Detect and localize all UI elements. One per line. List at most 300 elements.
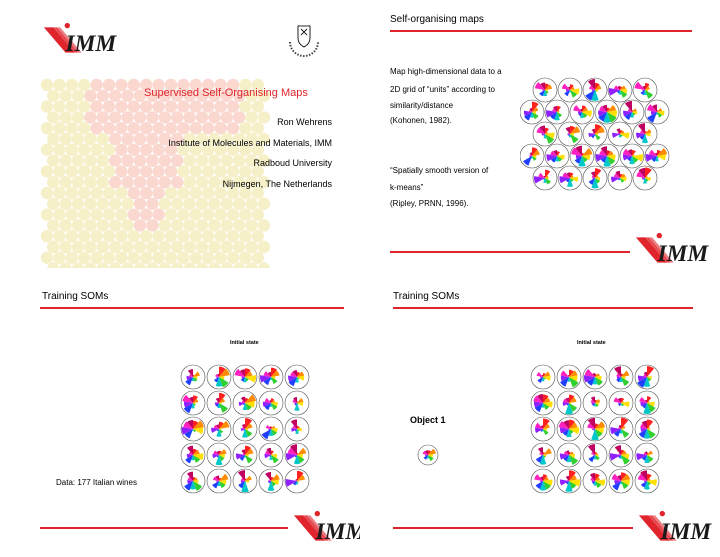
hex-cell: [66, 79, 78, 91]
hex-cell: [196, 241, 208, 253]
hex-cell: [41, 165, 53, 177]
panel-title: Initial state: [230, 340, 259, 346]
hex-cell: [214, 122, 226, 134]
som-unit-glyph: [545, 144, 569, 168]
slide-training-1: [0, 279, 367, 557]
intro-line-2: 2D grid of “units” according to: [390, 85, 495, 94]
hex-cell: [239, 122, 251, 134]
hex-cell: [165, 252, 177, 264]
hex-cell: [47, 176, 59, 188]
footer-rule: [40, 527, 288, 529]
hex-cell: [121, 154, 133, 166]
som-unit-glyph: [620, 100, 644, 124]
intro-line-4: (Kohonen, 1982).: [390, 116, 452, 125]
hex-cell: [202, 100, 214, 112]
hex-cell: [53, 144, 65, 156]
hex-cell: [227, 252, 239, 264]
hex-cell: [214, 230, 226, 242]
hex-cell: [115, 252, 127, 264]
som-unit-glyph: [207, 469, 231, 493]
som-unit-glyph: [285, 391, 309, 415]
hex-cell: [183, 111, 195, 123]
hex-cell: [134, 176, 146, 188]
hex-cell: [183, 198, 195, 210]
hex-cell: [252, 100, 264, 112]
slide-som-intro: [360, 0, 720, 278]
som-unit-glyph: [259, 469, 283, 493]
som-unit-glyph: [533, 78, 557, 102]
hex-cell: [103, 187, 115, 199]
som-unit-glyph: [285, 443, 309, 467]
university-seal: [284, 20, 324, 60]
hex-cell: [103, 230, 115, 242]
heading-rule: [390, 30, 692, 32]
hex-cell: [159, 219, 171, 231]
hex-cell: [152, 187, 164, 199]
hex-cell: [59, 219, 71, 231]
som-unit-glyph: [233, 417, 257, 441]
hex-cell: [90, 187, 102, 199]
object-1-glyph: [416, 443, 440, 467]
som-unit-glyph: [531, 469, 555, 493]
hex-cell: [90, 165, 102, 177]
slide-training-2: [360, 279, 720, 557]
hex-cell: [97, 176, 109, 188]
hex-cell: [258, 111, 270, 123]
hex-cell: [66, 122, 78, 134]
hex-cell: [47, 111, 59, 123]
som-grid-square: [180, 364, 310, 494]
hex-cell: [103, 165, 115, 177]
location: Nijmegen, The Netherlands: [222, 179, 332, 189]
som-unit-glyph: [533, 166, 557, 190]
hex-cell: [41, 100, 53, 112]
hex-cell: [115, 165, 127, 177]
hex-cell: [146, 176, 158, 188]
intro-line-6: k-means”: [390, 183, 424, 192]
imm-logo: [290, 510, 367, 546]
intro-line-5: “Spatially smooth version of: [390, 166, 489, 175]
hex-cell: [66, 165, 78, 177]
hex-cell: [171, 111, 183, 123]
som-unit-glyph: [633, 166, 657, 190]
hex-cell: [128, 79, 140, 91]
hex-cell: [183, 154, 195, 166]
hex-cell: [134, 241, 146, 253]
hex-cell: [214, 252, 226, 264]
hex-cell: [159, 154, 171, 166]
hex-cell: [165, 165, 177, 177]
hex-cell: [227, 122, 239, 134]
hex-cell: [66, 208, 78, 220]
hex-cell: [258, 198, 270, 210]
hex-cell: [103, 79, 115, 91]
hex-cell: [84, 133, 96, 145]
som-unit-glyph: [531, 365, 555, 389]
som-unit-glyph: [285, 469, 309, 493]
hex-cell: [66, 100, 78, 112]
hex-cell: [41, 79, 53, 91]
som-unit-glyph: [583, 391, 607, 415]
hex-cell: [90, 100, 102, 112]
hex-cell: [152, 252, 164, 264]
hex-cell: [97, 219, 109, 231]
hex-cell: [90, 122, 102, 134]
hex-cell: [258, 241, 270, 253]
hex-cell: [183, 176, 195, 188]
hex-cell: [109, 133, 121, 145]
hex-cell: [196, 198, 208, 210]
som-unit-glyph: [557, 365, 581, 389]
heading-rule: [393, 307, 693, 309]
hex-cell: [183, 219, 195, 231]
som-unit-glyph: [595, 100, 619, 124]
logo-text: IMM: [660, 518, 712, 545]
logo-text: IMM: [657, 240, 709, 267]
hex-cell: [146, 219, 158, 231]
hex-cell: [221, 219, 233, 231]
som-unit-glyph: [635, 365, 659, 389]
hex-cell: [221, 241, 233, 253]
hex-cell: [159, 241, 171, 253]
hex-cell: [78, 187, 90, 199]
hex-cell: [84, 219, 96, 231]
slide-heading: Training SOMs: [42, 291, 109, 302]
som-unit-glyph: [570, 100, 594, 124]
hex-cell: [103, 252, 115, 264]
hex-cell: [128, 208, 140, 220]
hex-cell: [109, 176, 121, 188]
hex-cell: [140, 252, 152, 264]
hex-cell: [103, 144, 115, 156]
hex-cell: [152, 208, 164, 220]
hex-cell: [78, 144, 90, 156]
hex-cell: [72, 133, 84, 145]
hex-cell: [128, 100, 140, 112]
university: Radboud University: [253, 158, 332, 168]
hex-cell: [53, 79, 65, 91]
hex-cell: [78, 100, 90, 112]
hex-cell: [152, 230, 164, 242]
hex-cell: [78, 122, 90, 134]
hex-cell: [41, 122, 53, 134]
hex-cell: [165, 122, 177, 134]
hex-cell: [53, 165, 65, 177]
hex-cell: [41, 208, 53, 220]
hex-cell: [202, 208, 214, 220]
som-unit-glyph: [583, 365, 607, 389]
hex-cell: [252, 208, 264, 220]
hex-cell: [53, 187, 65, 199]
som-unit-glyph: [207, 417, 231, 441]
hex-cell: [208, 241, 220, 253]
hex-cell: [134, 111, 146, 123]
hex-cell: [202, 187, 214, 199]
som-unit-glyph: [595, 144, 619, 168]
hex-cell: [84, 198, 96, 210]
hex-cell: [115, 187, 127, 199]
hex-cell: [59, 241, 71, 253]
som-unit-glyph: [531, 417, 555, 441]
hex-cell: [97, 198, 109, 210]
hex-cell: [196, 111, 208, 123]
hex-cell: [78, 208, 90, 220]
hex-cell: [140, 208, 152, 220]
hex-cell: [140, 144, 152, 156]
hex-cell: [66, 252, 78, 264]
hex-cell: [171, 219, 183, 231]
som-unit-glyph: [557, 443, 581, 467]
hex-cell: [97, 133, 109, 145]
hex-cell: [66, 230, 78, 242]
hex-cell: [146, 198, 158, 210]
som-unit-glyph: [583, 166, 607, 190]
som-unit-glyph: [531, 391, 555, 415]
hex-cell: [90, 230, 102, 242]
hex-cell: [202, 230, 214, 242]
hex-cell: [171, 241, 183, 253]
hex-cell: [41, 144, 53, 156]
logo-dot-icon: [660, 511, 665, 516]
hex-cell: [115, 144, 127, 156]
hex-cell: [190, 187, 202, 199]
hex-cell: [53, 122, 65, 134]
hex-cell: [128, 230, 140, 242]
logo-dot-icon: [65, 23, 70, 28]
hex-cell: [165, 187, 177, 199]
som-unit-glyph: [531, 443, 555, 467]
hex-cell: [78, 230, 90, 242]
som-unit-glyph: [583, 78, 607, 102]
hex-cell: [171, 176, 183, 188]
hex-cell: [84, 90, 96, 102]
hex-cell: [140, 100, 152, 112]
hex-cell: [121, 176, 133, 188]
hex-cell: [97, 111, 109, 123]
hex-cell: [59, 90, 71, 102]
hex-cell: [239, 165, 251, 177]
hex-cell: [221, 198, 233, 210]
hex-cell: [208, 219, 220, 231]
hex-cell: [239, 100, 251, 112]
hex-cell: [245, 219, 257, 231]
intro-line-1: Map high-dimensional data to a: [390, 67, 502, 76]
som-unit-glyph: [609, 469, 633, 493]
hex-cell: [165, 230, 177, 242]
som-unit-glyph: [609, 391, 633, 415]
hex-cell: [245, 241, 257, 253]
hex-cell: [190, 100, 202, 112]
hex-cell: [109, 154, 121, 166]
hex-cell: [245, 111, 257, 123]
hex-cell: [214, 208, 226, 220]
som-unit-glyph: [608, 78, 632, 102]
hex-cell: [109, 90, 121, 102]
hex-cell: [128, 187, 140, 199]
hex-cell: [115, 79, 127, 91]
hex-cell: [177, 252, 189, 264]
hex-cell: [152, 122, 164, 134]
hex-cell: [140, 230, 152, 242]
som-unit-glyph: [181, 443, 205, 467]
hex-cell: [146, 133, 158, 145]
hex-cell: [109, 198, 121, 210]
hex-cell: [214, 100, 226, 112]
hex-cell: [233, 111, 245, 123]
som-unit-glyph: [557, 417, 581, 441]
footer-rule: [390, 251, 630, 253]
som-unit-glyph: [609, 443, 633, 467]
som-unit-glyph: [609, 365, 633, 389]
hex-cell: [159, 176, 171, 188]
hex-cell: [121, 241, 133, 253]
hex-cell: [208, 111, 220, 123]
hex-cell: [239, 252, 251, 264]
hex-cell: [128, 165, 140, 177]
hex-cell: [90, 144, 102, 156]
som-unit-glyph: [645, 144, 669, 168]
som-unit-glyph: [520, 100, 544, 124]
logo-text: IMM: [65, 30, 117, 57]
hex-cell: [202, 122, 214, 134]
hex-cell: [140, 165, 152, 177]
hex-cell: [159, 198, 171, 210]
hex-cell: [59, 176, 71, 188]
som-unit-glyph: [570, 144, 594, 168]
hex-cell: [121, 133, 133, 145]
hex-cell: [115, 208, 127, 220]
som-unit-glyph: [558, 166, 582, 190]
hex-cell: [146, 111, 158, 123]
logo-dot-icon: [657, 233, 662, 238]
hex-cell: [227, 208, 239, 220]
som-unit-glyph: [533, 122, 557, 146]
hex-cell: [59, 111, 71, 123]
hex-cell: [146, 241, 158, 253]
hex-cell: [66, 144, 78, 156]
hex-cell: [47, 154, 59, 166]
som-unit-glyph: [181, 469, 205, 493]
hex-cell: [97, 90, 109, 102]
hex-cell: [171, 154, 183, 166]
hex-cell: [227, 165, 239, 177]
hex-cell: [177, 122, 189, 134]
som-unit-glyph: [285, 417, 309, 441]
hex-cell: [208, 176, 220, 188]
hex-cell: [72, 90, 84, 102]
hex-cell: [72, 154, 84, 166]
hex-cell: [47, 133, 59, 145]
hex-cell: [109, 111, 121, 123]
slide-heading: Self-organising maps: [390, 14, 484, 25]
hex-cell: [183, 241, 195, 253]
som-unit-glyph: [259, 365, 283, 389]
som-unit-glyph: [583, 443, 607, 467]
som-grid-square: [530, 364, 660, 494]
hex-cell: [245, 198, 257, 210]
hex-cell: [258, 219, 270, 231]
hex-cell: [146, 154, 158, 166]
hex-cell: [221, 154, 233, 166]
hex-cell: [233, 241, 245, 253]
som-unit-glyph: [635, 469, 659, 493]
hex-cell: [196, 219, 208, 231]
hex-cell: [252, 122, 264, 134]
som-unit-glyph: [633, 78, 657, 102]
hex-cell: [165, 208, 177, 220]
imm-logo: [40, 22, 118, 58]
hex-cell: [121, 219, 133, 231]
hex-cell: [84, 154, 96, 166]
hex-cell: [78, 252, 90, 264]
hex-cell: [171, 198, 183, 210]
hex-cell: [59, 154, 71, 166]
som-unit-glyph: [233, 365, 257, 389]
som-unit-glyph: [635, 417, 659, 441]
som-unit-glyph: [181, 391, 205, 415]
hex-cell: [177, 100, 189, 112]
hex-cell: [121, 198, 133, 210]
som-unit-glyph: [557, 391, 581, 415]
som-unit-glyph: [259, 391, 283, 415]
hex-cell: [78, 165, 90, 177]
som-unit-glyph: [181, 417, 205, 441]
hex-cell: [115, 100, 127, 112]
hex-cell: [252, 230, 264, 242]
hex-cell: [53, 208, 65, 220]
hex-cell: [202, 165, 214, 177]
intro-line-7: (Ripley, PRNN, 1996).: [390, 199, 469, 208]
slide-title: [0, 0, 360, 278]
imm-logo: [635, 510, 713, 546]
hex-cell: [134, 219, 146, 231]
hex-cell: [97, 241, 109, 253]
footer-rule: [393, 527, 633, 529]
hex-cell: [41, 230, 53, 242]
hex-cell: [59, 198, 71, 210]
som-unit-glyph: [233, 469, 257, 493]
som-unit-glyph: [609, 417, 633, 441]
hex-cell: [233, 198, 245, 210]
hex-cell: [78, 79, 90, 91]
imm-logo: [632, 232, 710, 268]
hex-cell: [152, 100, 164, 112]
hex-cell: [239, 208, 251, 220]
hex-cell: [41, 252, 53, 264]
hex-cell: [103, 208, 115, 220]
som-unit-glyph: [207, 443, 231, 467]
hex-cell: [214, 165, 226, 177]
hex-cell: [196, 154, 208, 166]
hex-cell: [115, 230, 127, 242]
hex-cell: [128, 144, 140, 156]
hex-cell: [121, 90, 133, 102]
hex-cell: [177, 208, 189, 220]
hex-cell: [208, 198, 220, 210]
som-unit-glyph: [233, 443, 257, 467]
hex-cell: [221, 111, 233, 123]
hex-cell: [252, 252, 264, 264]
som-unit-glyph: [418, 445, 438, 465]
hex-cell: [202, 252, 214, 264]
som-unit-glyph: [608, 122, 632, 146]
som-unit-glyph: [520, 144, 544, 168]
som-unit-glyph: [259, 417, 283, 441]
hex-cell: [233, 154, 245, 166]
hex-cell: [239, 230, 251, 242]
hex-cell: [128, 252, 140, 264]
som-unit-glyph: [558, 122, 582, 146]
